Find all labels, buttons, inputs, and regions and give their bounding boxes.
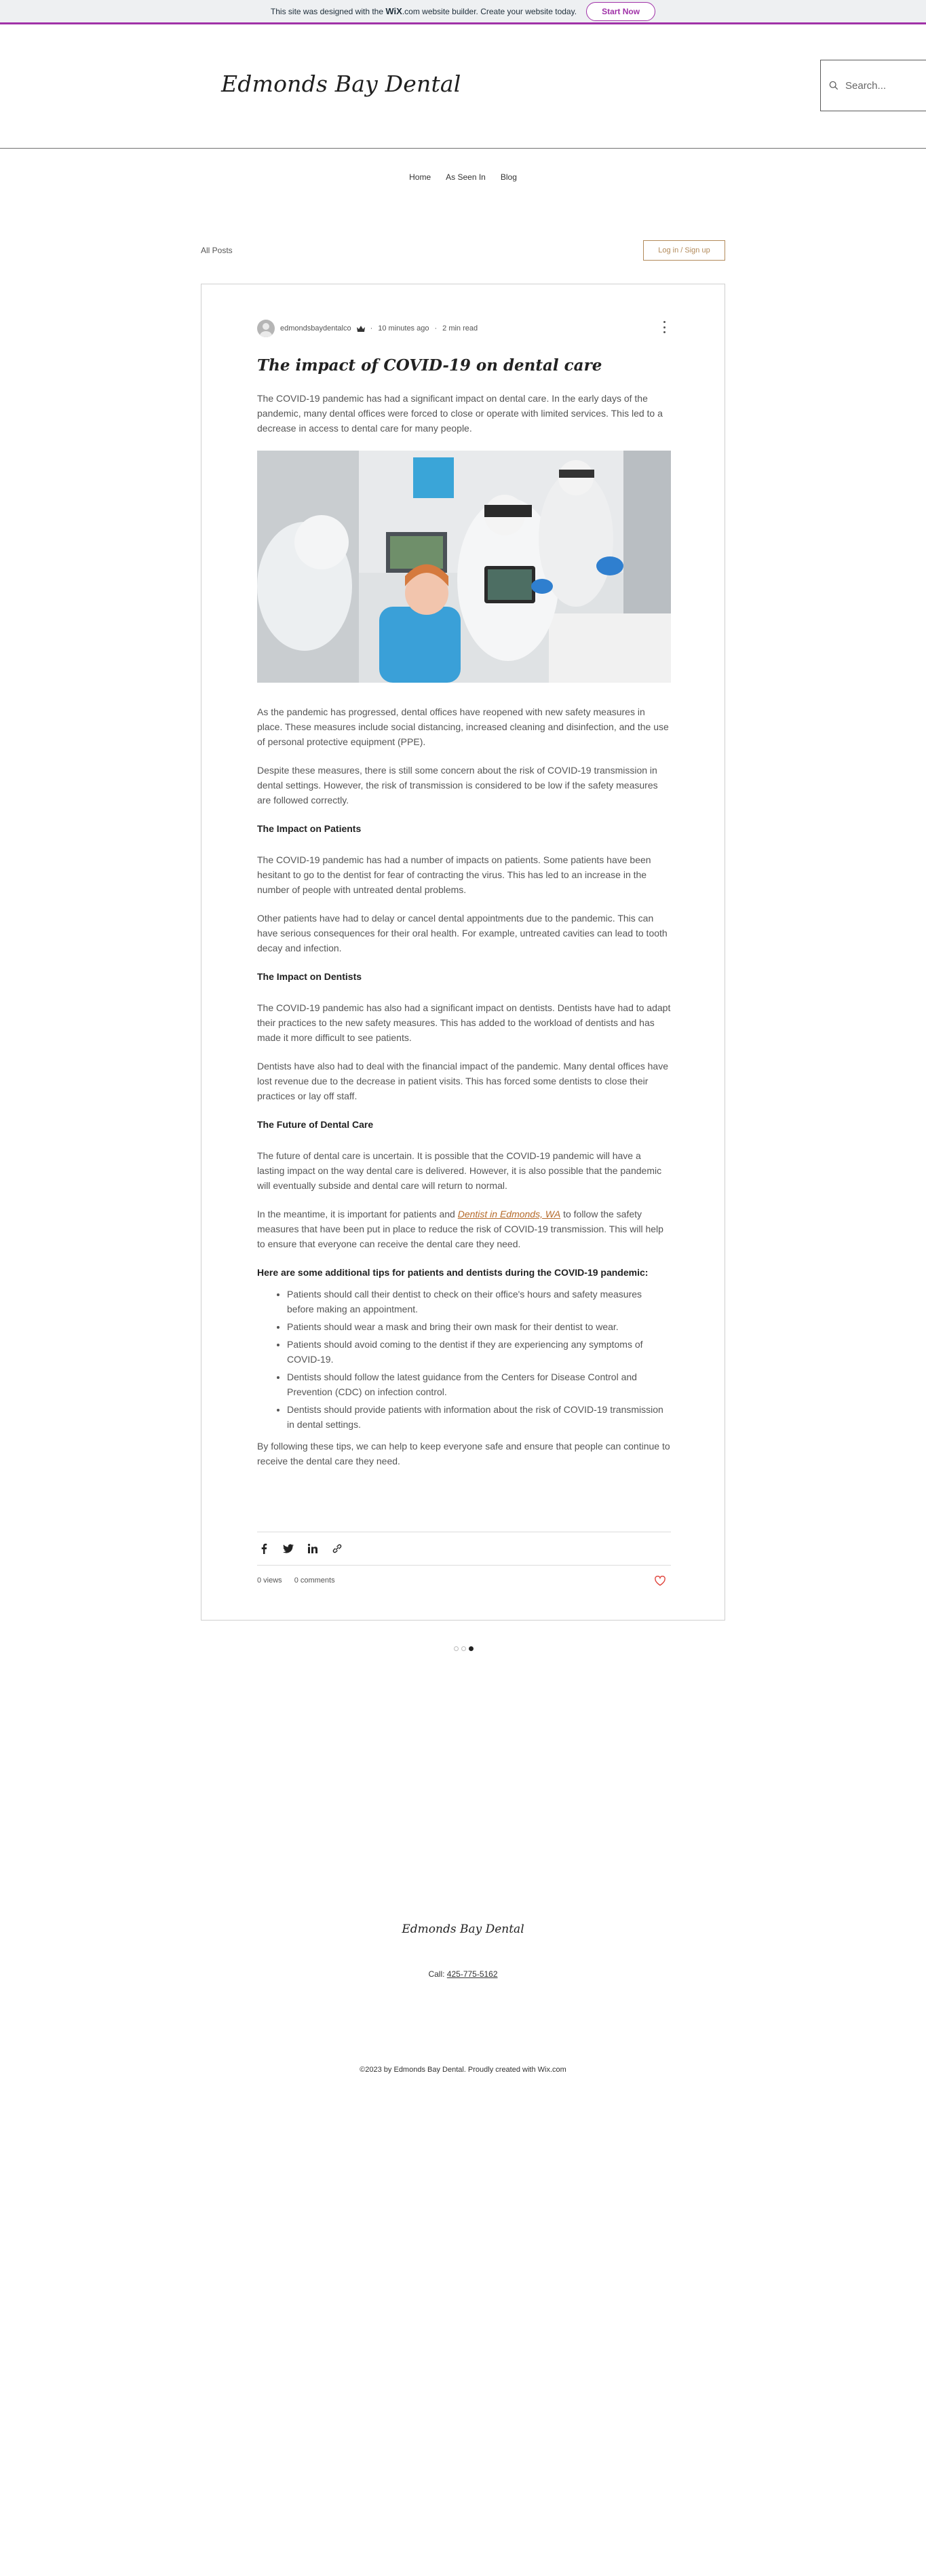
post-time: 10 minutes ago — [378, 324, 429, 333]
post-content — [257, 391, 671, 1482]
nav-item-blog[interactable]: Blog — [500, 172, 517, 182]
meta-separator: · — [370, 324, 373, 333]
header-divider — [0, 148, 926, 149]
footer-call: Call: 425-775-5162 — [428, 1969, 498, 1979]
paragraph: The COVID-19 pandemic has also had a significant impact on dentists. Dentists have had to adapt their practices to the new safety measures. This has added to the workload of dentists and has made it more difficult to see patients. — [257, 1002, 671, 1043]
start-now-button[interactable]: Start Now — [586, 2, 655, 21]
main-nav — [0, 171, 926, 183]
tips-heading: Here are some additional tips for patients and dentists during the COVID-19 pandemic: — [257, 1267, 649, 1278]
nav-item-home[interactable]: Home — [409, 172, 431, 182]
dentist-edmonds-link[interactable]: Dentist in Edmonds, WA — [457, 1209, 561, 1219]
paragraph: Despite these measures, there is still some concern about the risk of COVID-19 transmission in dental settings. However, the risk of transmission is considered to be low if the safety measures are followed correctly. — [257, 765, 658, 806]
post-meta — [257, 320, 478, 337]
link-icon[interactable] — [332, 1543, 343, 1554]
author-name[interactable]: edmondsbaydentalco — [280, 324, 351, 333]
dental-clinic-photo — [257, 451, 671, 683]
paragraph: In the meantime, it is important for patients and Dentist in Edmonds, WA to follow the safety measures that have been put in place to reduce the risk of COVID-19 transmission. This will help to ensure that everyone can receive the dental care they need. — [257, 1209, 663, 1249]
post-stats — [257, 1576, 671, 1585]
read-time: 2 min read — [442, 324, 478, 333]
pagination-dot[interactable] — [454, 1646, 459, 1651]
all-posts-link[interactable]: All Posts — [201, 246, 233, 255]
paragraph: Other patients have had to delay or cancel dental appointments due to the pandemic. This can have serious consequences for their oral health. For example, untreated cavities can lead to tooth decay and infection. — [257, 913, 668, 953]
site-title[interactable]: Edmonds Bay Dental — [221, 71, 461, 97]
paragraph: Dentists have also had to deal with the financial impact of the pandemic. Many dental offices have lost revenue due to the decrease in patient visits. This has forced some dentists to close their practices or lay off staff. — [257, 1061, 668, 1101]
section-heading: The Impact on Patients — [257, 823, 362, 834]
login-signup-button[interactable]: Log in / Sign up — [643, 240, 725, 261]
list-item: • Patients should wear a mask and bring their own mask for their dentist to wear. — [287, 1319, 671, 1334]
footer-title: Edmonds Bay Dental — [402, 1922, 524, 1936]
list-item: • Patients should avoid coming to the dentist if they are experiencing any symptoms of COVID-19. — [287, 1337, 671, 1367]
crown-icon — [357, 326, 365, 332]
share-bar — [257, 1532, 671, 1566]
footer-copyright: ©2023 by Edmonds Bay Dental. Proudly created with Wix.com — [360, 2066, 566, 2074]
list-item: • Patients should call their dentist to check on their office's hours and safety measures before making an appointment. — [287, 1287, 671, 1317]
paragraph: The COVID-19 pandemic has had a number of impacts on patients. Some patients have been hesitant to go to the dentist for fear of contracting the virus. This has led to an increase in the number of people with untreated dental problems. — [257, 854, 651, 895]
list-item: • Dentists should provide patients with information about the risk of COVID-19 transmission in dental settings. — [287, 1402, 671, 1432]
linkedin-icon[interactable] — [307, 1543, 318, 1554]
pagination-dot-active[interactable] — [469, 1646, 474, 1651]
meta-separator: · — [434, 324, 438, 333]
section-heading: The Future of Dental Care — [257, 1119, 374, 1130]
nav-item-as-seen-in[interactable]: As Seen In — [446, 172, 486, 182]
tips-list — [287, 1287, 671, 1432]
paragraph: The future of dental care is uncertain. It is possible that the COVID-19 pandemic will have a lasting impact on the way dental care is delivered. However, it is also possible that the pandemic will eventually subside and dental care will return to normal. — [257, 1150, 662, 1191]
views-count: 0 views — [257, 1576, 282, 1585]
banner-text: This site was designed with the WiX.com website builder. Create your website today. — [270, 6, 577, 16]
post-card — [201, 284, 725, 1621]
author-avatar[interactable] — [257, 320, 275, 337]
twitter-icon[interactable] — [283, 1543, 294, 1554]
post-image[interactable] — [257, 451, 671, 683]
more-actions-icon[interactable] — [662, 321, 666, 333]
facebook-icon[interactable] — [258, 1543, 269, 1554]
wix-promo-banner — [0, 0, 926, 24]
phone-link[interactable]: 425-775-5162 — [446, 1969, 498, 1979]
list-item: • Dentists should follow the latest guidance from the Centers for Disease Control and Prevention (CDC) on infection control. — [287, 1369, 671, 1399]
paragraph: As the pandemic has progressed, dental offices have reopened with new safety measures in place. These measures include social distancing, increased cleaning and disinfection, and the use of personal protective equipment (PPE). — [257, 706, 669, 747]
search-input[interactable] — [820, 60, 926, 111]
search-placeholder: Search... — [845, 79, 887, 92]
heart-icon[interactable] — [655, 1576, 665, 1586]
post-title: The impact of COVID-19 on dental care — [257, 356, 602, 375]
paragraph: By following these tips, we can help to keep everyone safe and ensure that people can continue to receive the dental care they need. — [257, 1441, 670, 1466]
pagination-dot[interactable] — [461, 1646, 466, 1651]
comments-count[interactable]: 0 comments — [294, 1576, 335, 1585]
search-icon — [829, 81, 838, 90]
paragraph: The COVID-19 pandemic has had a significant impact on dental care. In the early days of the pandemic, many dental offices were forced to close or operate with limited services. This led to a decrease in access to dental care for many people. — [257, 393, 663, 434]
section-heading: The Impact on Dentists — [257, 971, 362, 982]
pagination-dots — [454, 1646, 474, 1651]
